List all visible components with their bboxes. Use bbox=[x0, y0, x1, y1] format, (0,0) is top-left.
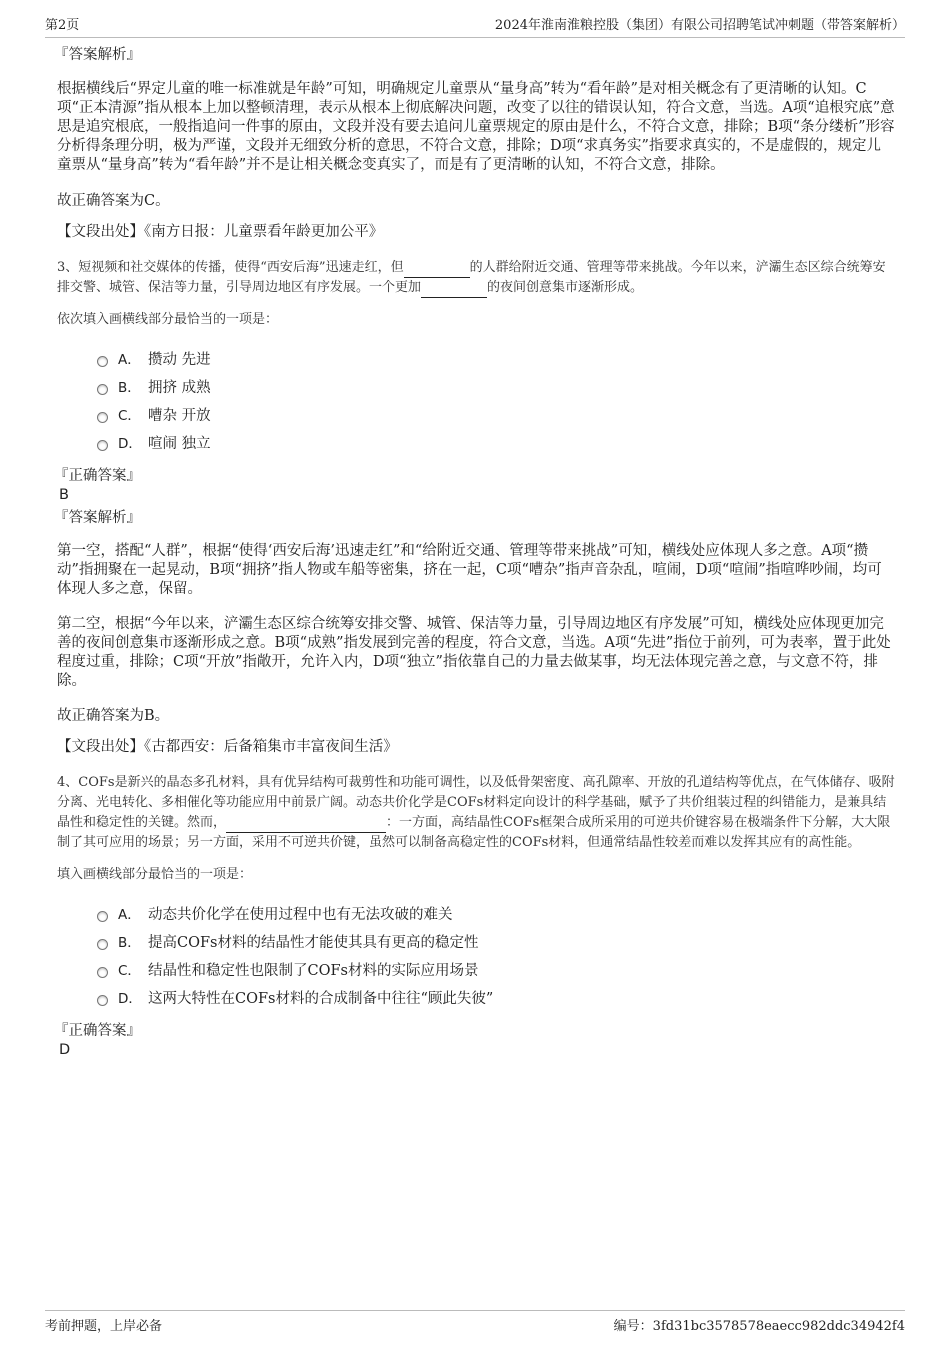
q4-stem-part1: 4、COFs是新兴的晶态多孔材料，具有优异结构可裁剪性和功能可调性，以及低骨架密度、高孔隙率、开放的孔道结构等优点，在气体储存、吸附分离、光电转化、多相催化等功能应用中前景广阔。动态共价化学是COFs材料定向设计的科学基础，赋予了共价组装过程的纠错能力，是兼具结晶性和稳定性的关键。然而， bbox=[57, 775, 895, 830]
q4-blank bbox=[226, 818, 386, 833]
q3-option-c[interactable]: C． 嘈杂 开放 bbox=[97, 400, 895, 428]
q4-option-a[interactable]: A． 动态共价化学在使用过程中也有无法攻破的难关 bbox=[97, 899, 895, 927]
q3-option-a[interactable]: A． 攒动 先进 bbox=[97, 344, 895, 372]
q4-stem-part2: ：一方面，高结晶性COFs框架合成所采用的可逆共价键容易在极端条件下分解，大大限制了其可应用的场景；另一方面，采用不可逆共价键，虽然可以制备高稳定性的COFs材料，但通常结晶性较差而难以发挥其应有的高性能。 bbox=[57, 815, 891, 850]
document-title: 2024年淮南淮粮控股（集团）有限公司招聘笔试冲刺题（带答案解析） bbox=[494, 18, 905, 33]
q2-analysis-text: 根据横线后“界定儿童的唯一标准就是年龄”可知，明确规定儿童票从“量身高”转为“看年龄”是对相关概念有了更清晰的认知。C项“正本清源”指从根本上加以整顿清理，表示从根本上彻底解决问题，改变了以往的错误认知，符合文意，当选。A项“追根究底”意思是追究根底，一般指追问一件事的原由，文段并没有要去追问儿童票规定的原由是什么，不符合文意，排除；B项“条分缕析”形容分析得条理分明，极为严谨，文段并无细致分析的意思，不符合文意，排除；D项“求真务实”指要求真实的，不是虚假的，规定儿童票从“量身高”转为“看年龄”并不是让相关概念变真实了，而是有了更清晰的认知，不符合文意，排除。 bbox=[57, 81, 895, 173]
q3-analysis-p1: 第一空，搭配“人群”，根据“使得‘西安后海’迅速走红”和“给附近交通、管理等带来挑战”可知，横线处应体现人多之意。A项“攒动”指拥聚在一起晃动，B项“拥挤”指人物或车船等密集，挤在一起，C项“嘈杂”指声音杂乱，喧闹，D项“喧闹”指喧哗吵闹，均可体现人多之意，保留。 bbox=[57, 543, 882, 597]
footer-slogan: 考前押题，上岸必备 bbox=[45, 1319, 163, 1334]
q4-option-c[interactable]: C． 结晶性和稳定性也限制了COFs材料的实际应用场景 bbox=[97, 955, 895, 983]
page-content bbox=[54, 45, 895, 1059]
q3-source: 【文段出处】《古都西安：后备箱集市丰富夜间生活》 bbox=[57, 739, 398, 755]
q2-analysis-label: 『答案解析』 bbox=[54, 47, 141, 63]
q3-blank-1 bbox=[404, 263, 470, 278]
q3-stem bbox=[57, 258, 895, 298]
q4-answer-label: 『正确答案』 bbox=[54, 1023, 141, 1039]
q3-analysis-p2: 第二空，根据“今年以来，浐灞生态区综合统筹安排交警、城管、保洁等力量，引导周边地区有序发展”可知，横线处应体现更加完善的夜间创意集市逐渐形成之意。B项“成熟”指发展到完善的程度，符合文意，当选。A项“先进”指位于前列，可为表率，置于此处程度过重，排除；C项“开放”指敞开，允许入内，D项“独立”指依靠自己的力量去做某事，均无法体现完善之意，与文意不符，排除。 bbox=[57, 616, 891, 689]
radio-icon[interactable] bbox=[97, 995, 108, 1006]
q4-option-b[interactable]: B． 提高COFs材料的结晶性才能使其具有更高的稳定性 bbox=[97, 927, 895, 955]
q3-answer-label: 『正确答案』 bbox=[54, 468, 141, 484]
q2-source: 【文段出处】《南方日报：儿童票看年龄更加公平》 bbox=[57, 224, 384, 240]
q4-option-d[interactable]: D． 这两大特性在COFs材料的合成制备中往往“顾此失彼” bbox=[97, 983, 895, 1011]
q4-answer: D bbox=[59, 1042, 71, 1058]
q4-options bbox=[97, 899, 895, 1011]
q3-analysis-label: 『答案解析』 bbox=[54, 510, 141, 526]
page-footer bbox=[45, 1310, 905, 1335]
q3-blank-2 bbox=[421, 283, 487, 298]
q3-option-d[interactable]: D． 喧闹 独立 bbox=[97, 428, 895, 456]
q3-answer: B bbox=[59, 487, 69, 503]
radio-icon[interactable] bbox=[97, 356, 108, 367]
q3-stem-part1: 3、短视频和社交媒体的传播，使得“西安后海”迅速走红，但 bbox=[57, 260, 404, 275]
radio-icon[interactable] bbox=[97, 967, 108, 978]
q3-stem-part2: 的人群给附近交通、管理等带来挑战。今年以来，浐灞生态区综合统筹安排交警、城管、保洁等力量，引导周边地区有序发展。一个更加 bbox=[57, 260, 886, 295]
q3-stem-part3: 的夜间创意集市逐渐形成。 bbox=[487, 280, 644, 295]
q3-options bbox=[97, 344, 895, 456]
q3-prompt: 依次填入画横线部分最恰当的一项是： bbox=[57, 312, 279, 327]
radio-icon[interactable] bbox=[97, 911, 108, 922]
radio-icon[interactable] bbox=[97, 939, 108, 950]
q3-option-b[interactable]: B． 拥挤 成熟 bbox=[97, 372, 895, 400]
q4-prompt: 填入画横线部分最恰当的一项是： bbox=[57, 867, 253, 882]
radio-icon[interactable] bbox=[97, 412, 108, 423]
q4-stem bbox=[57, 773, 895, 853]
radio-icon[interactable] bbox=[97, 440, 108, 451]
radio-icon[interactable] bbox=[97, 384, 108, 395]
page-number: 第2页 bbox=[45, 18, 80, 33]
page-header bbox=[45, 14, 905, 38]
q3-conclusion: 故正确答案为B。 bbox=[57, 708, 170, 724]
q2-conclusion: 故正确答案为C。 bbox=[57, 193, 170, 209]
document-id: 编号：3fd31bc3578578eaecc982ddc34942f4 bbox=[613, 1319, 905, 1334]
